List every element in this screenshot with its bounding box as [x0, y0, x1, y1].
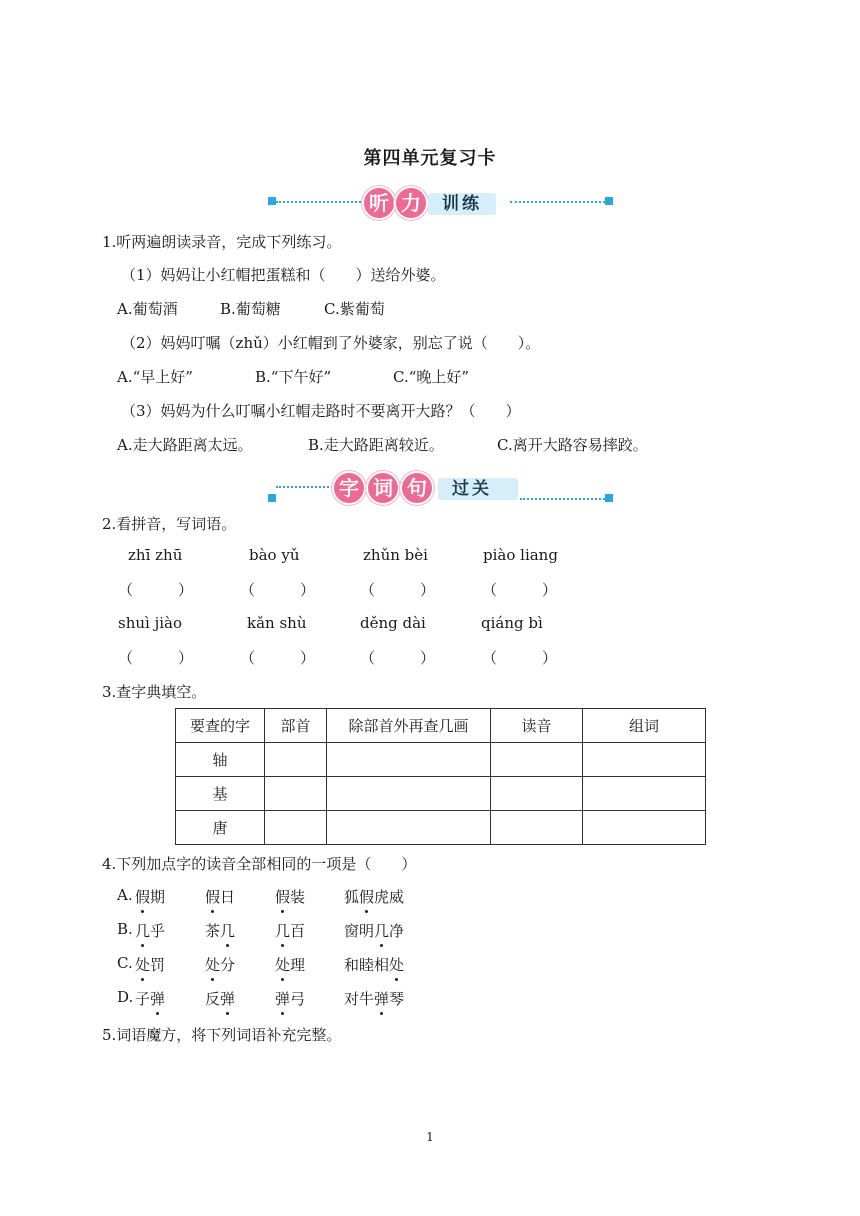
banner-bubble: 力 — [394, 186, 428, 220]
answer-cell[interactable] — [583, 743, 706, 777]
word-part: 百 — [290, 922, 306, 940]
option-label: B. — [117, 920, 133, 938]
dotted-character: 处 — [275, 956, 291, 974]
banner-tag: 过关 — [438, 478, 518, 500]
option-word — [344, 920, 404, 941]
word-part: 日 — [220, 888, 236, 906]
dotted-character: 假 — [275, 888, 291, 906]
answer-cell[interactable] — [583, 777, 706, 811]
word-part: 理 — [290, 956, 306, 974]
dotted-character: 处 — [389, 956, 405, 974]
answer-cell[interactable] — [327, 743, 491, 777]
lookup-char: 基 — [176, 777, 265, 811]
answer-cell[interactable] — [583, 811, 706, 845]
option-label: C. — [117, 954, 133, 972]
option: A.葡萄酒 — [117, 300, 178, 318]
table-header: 除部首外再查几画 — [327, 709, 491, 743]
answer-cell[interactable] — [491, 811, 583, 845]
question-1-part-3: （3）妈妈为什么叮嘱小红帽走路时不要离开大路？（ ） — [121, 402, 521, 420]
answer-blank[interactable]: （ ） — [240, 581, 316, 599]
banner-tag: 训练 — [428, 193, 496, 215]
option-label: A. — [117, 886, 133, 904]
option-word — [275, 886, 305, 907]
banner-bubble: 句 — [400, 471, 434, 505]
pinyin: zhǔn bèi — [363, 546, 428, 564]
option-word — [275, 954, 305, 975]
dotted-character: 弹 — [220, 990, 236, 1008]
dotted-character: 几 — [135, 922, 151, 940]
answer-cell[interactable] — [265, 743, 327, 777]
word-part: 装 — [290, 888, 306, 906]
question-3-stem: 3.查字典填空。 — [102, 683, 207, 701]
table-header: 组词 — [583, 709, 706, 743]
word-part: 乎 — [150, 922, 166, 940]
word-part: 期 — [150, 888, 166, 906]
table-row — [176, 777, 706, 811]
dotted-character: 弹 — [150, 990, 166, 1008]
question-5-stem: 5.词语魔方，将下列词语补充完整。 — [102, 1026, 342, 1044]
option: A.“早上好” — [117, 368, 193, 386]
dotted-character: 处 — [205, 956, 221, 974]
banner-bubble: 字 — [332, 471, 366, 505]
section-banner-listening — [268, 186, 613, 216]
pinyin: bào yǔ — [249, 546, 300, 564]
word-part: 和睦相 — [344, 956, 390, 974]
word-part: 狐 — [344, 888, 360, 906]
option: C.“晚上好” — [393, 368, 470, 386]
pinyin: děng dài — [360, 614, 426, 632]
answer-cell[interactable] — [491, 777, 583, 811]
square-marker-icon — [605, 494, 613, 502]
dictionary-table — [175, 708, 706, 845]
word-part: 对牛 — [344, 990, 375, 1008]
dotted-character: 假 — [135, 888, 151, 906]
option: B.葡萄糖 — [220, 300, 281, 318]
answer-blank[interactable]: （ ） — [360, 649, 436, 667]
lookup-char: 轴 — [176, 743, 265, 777]
option-word — [205, 886, 235, 907]
option-label: D. — [117, 988, 134, 1006]
banner-bubble: 词 — [366, 471, 400, 505]
section-banner-words — [268, 471, 613, 501]
option-word — [135, 920, 165, 941]
pinyin: kǎn shù — [247, 614, 307, 632]
answer-blank[interactable]: （ ） — [482, 581, 558, 599]
answer-cell[interactable] — [491, 743, 583, 777]
word-part: 反 — [205, 990, 221, 1008]
question-4-stem: 4.下列加点字的读音全部相同的一项是（ ） — [102, 855, 417, 873]
word-part: 窗明 — [344, 922, 375, 940]
table-header: 部首 — [265, 709, 327, 743]
option-word — [275, 920, 305, 941]
option-word — [344, 954, 404, 975]
option-word — [205, 988, 235, 1009]
square-marker-icon — [268, 197, 276, 205]
option-word — [135, 886, 165, 907]
answer-cell[interactable] — [327, 811, 491, 845]
table-row — [176, 811, 706, 845]
answer-cell[interactable] — [265, 811, 327, 845]
question-1-part-1: （1）妈妈让小红帽把蛋糕和（ ）送给外婆。 — [121, 266, 446, 284]
question-2-stem: 2.看拼音，写词语。 — [102, 515, 237, 533]
lookup-char: 唐 — [176, 811, 265, 845]
word-part: 弓 — [290, 990, 306, 1008]
question-1-stem: 1.听两遍朗读录音，完成下列练习。 — [102, 233, 342, 251]
word-part: 虎威 — [374, 888, 405, 906]
dotted-character: 几 — [220, 922, 236, 940]
option-word — [205, 954, 235, 975]
word-part: 罚 — [150, 956, 166, 974]
table-header-row — [176, 709, 706, 743]
answer-cell[interactable] — [327, 777, 491, 811]
pinyin: zhī zhū — [128, 546, 183, 564]
option-word — [205, 920, 235, 941]
word-part: 子 — [135, 990, 151, 1008]
dotted-character: 弹 — [374, 990, 390, 1008]
answer-cell[interactable] — [265, 777, 327, 811]
option: B.走大路距离较近。 — [308, 436, 444, 454]
answer-blank[interactable]: （ ） — [118, 649, 194, 667]
option: B.“下午好” — [255, 368, 332, 386]
answer-blank[interactable]: （ ） — [240, 649, 316, 667]
option-word — [135, 954, 165, 975]
answer-blank[interactable]: （ ） — [360, 581, 436, 599]
page-number: 1 — [426, 1130, 434, 1144]
square-marker-icon — [605, 197, 613, 205]
option-word — [344, 988, 404, 1009]
option-word — [344, 886, 404, 907]
dotted-character: 处 — [135, 956, 151, 974]
answer-blank[interactable]: （ ） — [482, 649, 558, 667]
table-header: 读音 — [491, 709, 583, 743]
dotted-character: 几 — [374, 922, 390, 940]
word-part: 琴 — [389, 990, 405, 1008]
pinyin: shuì jiào — [118, 614, 183, 632]
pinyin: piào liang — [483, 546, 558, 564]
dotted-character: 假 — [359, 888, 375, 906]
option: A.走大路距离太远。 — [117, 436, 253, 454]
option-word — [275, 988, 305, 1009]
page-title: 第四单元复习卡 — [363, 148, 497, 169]
answer-blank[interactable]: （ ） — [118, 581, 194, 599]
table-row — [176, 743, 706, 777]
option-word — [135, 988, 165, 1009]
word-part: 净 — [389, 922, 405, 940]
question-1-part-2: （2）妈妈叮嘱（zhǔ）小红帽到了外婆家，别忘了说（ ）。 — [121, 334, 541, 352]
word-part: 分 — [220, 956, 236, 974]
banner-bubble: 听 — [362, 186, 396, 220]
word-part: 茶 — [205, 922, 221, 940]
dotted-character: 假 — [205, 888, 221, 906]
dotted-character: 弹 — [275, 990, 291, 1008]
square-marker-icon — [268, 494, 276, 502]
table-header: 要查的字 — [176, 709, 265, 743]
option: C.紫葡萄 — [324, 300, 385, 318]
pinyin: qiáng bì — [481, 614, 543, 632]
option: C.离开大路容易摔跤。 — [497, 436, 648, 454]
dotted-character: 几 — [275, 922, 291, 940]
